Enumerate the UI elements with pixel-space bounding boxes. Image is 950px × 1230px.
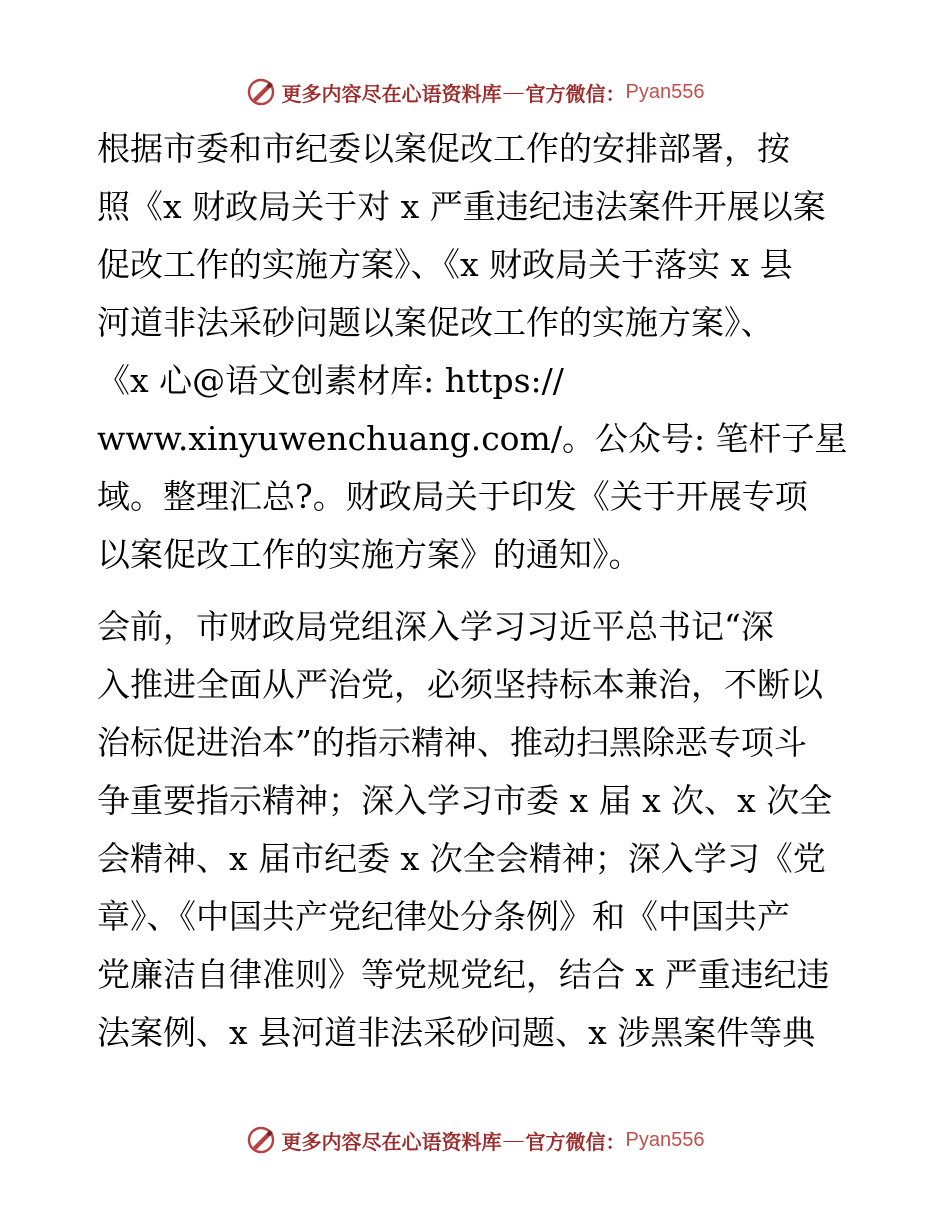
header-separator: — <box>503 80 524 103</box>
text-line: 党廉洁自律准则》等党规党纪，结合 x 严重违纪违 <box>97 955 830 994</box>
text-line: 照《x 财政局关于对 x 严重违纪违法案件开展以案 <box>97 187 826 226</box>
text-line: 《x 心@语文创素材库: https:// <box>97 361 564 400</box>
text-line: www.xinyuwenchuang.com/。公众号: 笔杆子星 <box>97 419 848 458</box>
header-wechat-label: 官方微信： <box>525 83 626 106</box>
footer-banner <box>0 1120 950 1160</box>
header-wechat-id: Pyan556 <box>625 80 705 103</box>
paragraph-gap <box>97 584 857 598</box>
pen-logo-icon <box>246 1125 276 1155</box>
header-banner <box>0 72 950 112</box>
pen-logo-icon <box>246 77 276 107</box>
paragraph-1 <box>97 120 857 584</box>
text-line: 争重要指示精神；深入学习市委 x 届 x 次、x 次全 <box>97 781 833 820</box>
footer-separator: — <box>503 1128 524 1151</box>
text-line: 章》、《中国共产党纪律处分条例》和《中国共产 <box>97 897 790 936</box>
text-line: 促改工作的实施方案》、《x 财政局关于落实 x 县 <box>97 245 793 284</box>
text-line: 入推进全面从严治党，必须坚持标本兼治，不断以 <box>97 665 823 704</box>
text-line: 根据市委和市纪委以案促改工作的安排部署，按 <box>97 129 790 168</box>
document-body <box>97 120 857 1062</box>
footer-wechat-label: 官方微信： <box>525 1131 626 1154</box>
paragraph-2 <box>97 598 857 1062</box>
text-line: 以案促改工作的实施方案》的通知》。 <box>97 535 642 574</box>
footer-wechat-id: Pyan556 <box>625 1128 705 1151</box>
header-site-text: 更多内容尽在心语资料库 <box>281 83 502 106</box>
footer-site-text: 更多内容尽在心语资料库 <box>281 1131 502 1154</box>
text-line: 域。整理汇总?。财政局关于印发《关于开展专项 <box>97 477 808 516</box>
text-line: 会精神、x 届市纪委 x 次全会精神；深入学习《党 <box>97 839 826 878</box>
text-line: 治标促进治本”的指示精神、推动扫黑除恶专项斗 <box>97 723 807 762</box>
text-line: 河道非法采砂问题以案促改工作的实施方案》、 <box>97 303 774 342</box>
text-line: 会前，市财政局党组深入学习习近平总书记“深 <box>97 607 774 646</box>
text-line: 法案例、x 县河道非法采砂问题、x 涉黑案件等典 <box>97 1013 816 1052</box>
